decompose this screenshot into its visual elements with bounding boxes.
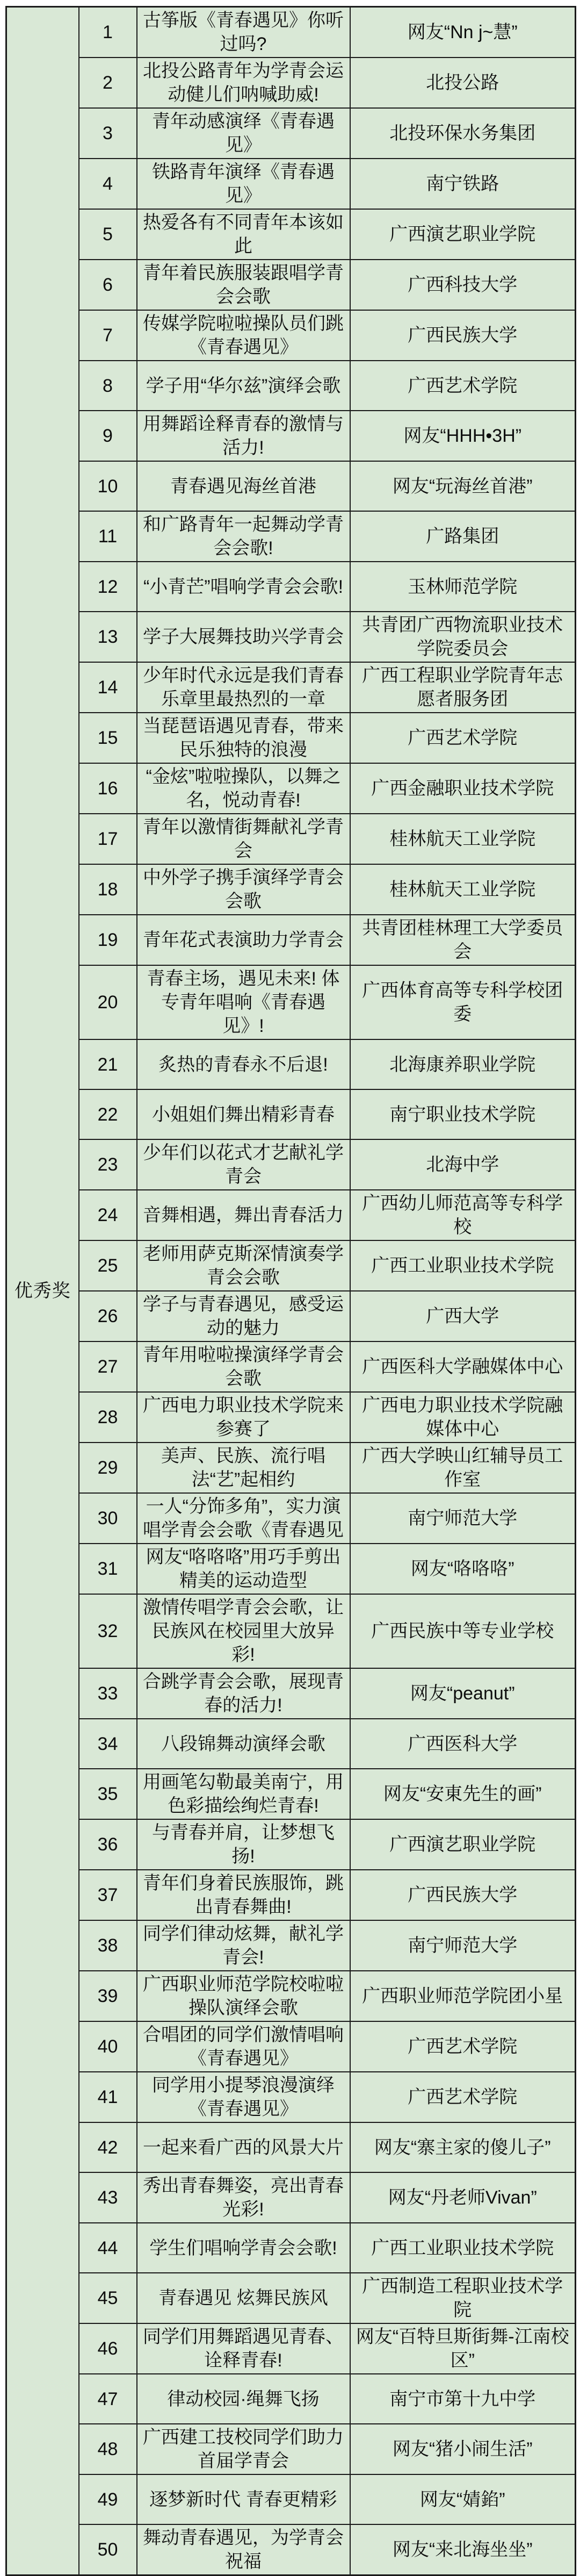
table-row <box>6 1971 576 2021</box>
table-row <box>6 763 576 814</box>
attribution-cell: 广西医科大学融媒体中心 <box>350 1341 576 1392</box>
description-cell: 炙热的青春永不后退! <box>137 1039 350 1089</box>
table-row <box>6 713 576 763</box>
row-number-cell: 24 <box>79 1190 137 1240</box>
attribution-cell: 北投环保水务集团 <box>350 108 576 159</box>
description-cell: 学子用“华尔兹”演绎会歌 <box>137 361 350 411</box>
description-cell: 学子大展舞技助兴学青会 <box>137 612 350 662</box>
attribution-cell: 北投公路 <box>350 58 576 108</box>
description-cell: “小青芒”唱响学青会会歌! <box>137 562 350 612</box>
table-row <box>6 1089 576 1139</box>
row-number-cell: 30 <box>79 1493 137 1544</box>
table-row <box>6 1139 576 1190</box>
table-row <box>6 1039 576 1089</box>
attribution-cell: 广西大学映山红辅导员工作室 <box>350 1443 576 1493</box>
table-row <box>6 2323 576 2374</box>
attribution-cell: 网友“HHH•3H” <box>350 411 576 461</box>
description-cell: 学生们唱响学青会会歌! <box>137 2223 350 2273</box>
description-cell: 小姐姐们舞出精彩青春 <box>137 1089 350 1139</box>
row-number-cell: 3 <box>79 108 137 159</box>
row-number-cell: 21 <box>79 1039 137 1089</box>
attribution-cell: 南宁铁路 <box>350 159 576 209</box>
description-cell: 青年以激情街舞献礼学青会 <box>137 814 350 864</box>
attribution-cell: 广西工程职业学院青年志愿者服务团 <box>350 662 576 713</box>
table-row <box>6 2424 576 2474</box>
attribution-cell: 广西民族中等专业学校 <box>350 1594 576 1668</box>
row-number-cell: 19 <box>79 915 137 965</box>
row-number-cell: 25 <box>79 1240 137 1291</box>
award-table <box>5 6 576 2576</box>
attribution-cell: 广西民族大学 <box>350 310 576 361</box>
description-cell: 古筝版《青春遇见》你听过吗? <box>137 7 350 58</box>
table-row <box>6 1443 576 1493</box>
row-number-cell: 2 <box>79 58 137 108</box>
row-number-cell: 42 <box>79 2122 137 2172</box>
row-number-cell: 40 <box>79 2021 137 2072</box>
attribution-cell: 广西幼儿师范高等专科学校 <box>350 1190 576 1240</box>
attribution-cell: 广西工业职业技术学院 <box>350 1240 576 1291</box>
description-cell: 合唱团的同学们激情唱响《青春遇见》 <box>137 2021 350 2072</box>
table-row <box>6 1769 576 1819</box>
row-number-cell: 46 <box>79 2323 137 2374</box>
description-cell: 青春遇见海丝首港 <box>137 461 350 511</box>
table-row <box>6 662 576 713</box>
row-number-cell: 4 <box>79 159 137 209</box>
award-table-body <box>6 7 576 2575</box>
table-row <box>6 1870 576 1920</box>
description-cell: 北投公路青年为学青会运动健儿们呐喊助威! <box>137 58 350 108</box>
row-number-cell: 33 <box>79 1668 137 1719</box>
table-row <box>6 1920 576 1971</box>
attribution-cell: 南宁市第十九中学 <box>350 2374 576 2424</box>
attribution-cell: 南宁职业技术学院 <box>350 1089 576 1139</box>
attribution-cell: 广西电力职业技术学院融媒体中心 <box>350 1392 576 1443</box>
attribution-cell: 网友“来北海坐坐” <box>350 2524 576 2575</box>
description-cell: 八段锦舞动演绎会歌 <box>137 1719 350 1769</box>
table-row <box>6 2072 576 2122</box>
table-row <box>6 2122 576 2172</box>
attribution-cell: 玉林师范学院 <box>350 562 576 612</box>
table-row <box>6 612 576 662</box>
attribution-cell: 广西艺术学院 <box>350 2021 576 2072</box>
row-number-cell: 36 <box>79 1819 137 1870</box>
attribution-cell: 广西工业职业技术学院 <box>350 2223 576 2273</box>
table-row <box>6 511 576 562</box>
table-row <box>6 1668 576 1719</box>
row-number-cell: 13 <box>79 612 137 662</box>
row-number-cell: 39 <box>79 1971 137 2021</box>
description-cell: 与青春并肩，让梦想飞扬! <box>137 1819 350 1870</box>
table-row <box>6 209 576 260</box>
row-number-cell: 31 <box>79 1544 137 1594</box>
attribution-cell: 广路集团 <box>350 511 576 562</box>
description-cell: 传媒学院啦啦操队员们跳《青春遇见》 <box>137 310 350 361</box>
attribution-cell: 网友“peanut” <box>350 1668 576 1719</box>
row-number-cell: 28 <box>79 1392 137 1443</box>
attribution-cell: 桂林航天工业学院 <box>350 864 576 915</box>
table-row <box>6 461 576 511</box>
table-row <box>6 2374 576 2424</box>
attribution-cell: 广西民族大学 <box>350 1870 576 1920</box>
attribution-cell: 广西体育高等专科学校团委 <box>350 965 576 1039</box>
attribution-cell: 广西职业师范学院团小星 <box>350 1971 576 2021</box>
attribution-cell: 网友“咯咯咯” <box>350 1544 576 1594</box>
row-number-cell: 14 <box>79 662 137 713</box>
attribution-cell: 广西大学 <box>350 1291 576 1341</box>
row-number-cell: 1 <box>79 7 137 58</box>
attribution-cell: 南宁师范大学 <box>350 1493 576 1544</box>
attribution-cell: 共青团广西物流职业技术学院委员会 <box>350 612 576 662</box>
award-label: 优秀奖 <box>6 7 79 2575</box>
attribution-cell: 网友“安東先生的画” <box>350 1769 576 1819</box>
description-cell: 逐梦新时代 青春更精彩 <box>137 2474 350 2524</box>
description-cell: 一人“分饰多角”，实力演唱学青会会歌《青春遇见 <box>137 1493 350 1544</box>
description-cell: 广西职业师范学院校啦啦操队演绎会歌 <box>137 1971 350 2021</box>
row-number-cell: 47 <box>79 2374 137 2424</box>
row-number-cell: 41 <box>79 2072 137 2122</box>
description-cell: 用舞蹈诠释青春的激情与活力! <box>137 411 350 461</box>
row-number-cell: 10 <box>79 461 137 511</box>
attribution-cell: 广西金融职业技术学院 <box>350 763 576 814</box>
table-row <box>6 7 576 58</box>
table-row <box>6 915 576 965</box>
description-cell: 同学们律动炫舞，献礼学青会! <box>137 1920 350 1971</box>
table-row <box>6 1819 576 1870</box>
table-row <box>6 108 576 159</box>
description-cell: 老师用萨克斯深情演奏学青会会歌 <box>137 1240 350 1291</box>
description-cell: 激情传唱学青会会歌，让民族风在校园里大放异彩! <box>137 1594 350 1668</box>
row-number-cell: 15 <box>79 713 137 763</box>
attribution-cell: 广西艺术学院 <box>350 713 576 763</box>
description-cell: 青年动感演绎《青春遇见》 <box>137 108 350 159</box>
description-cell: 一起来看广西的风景大片 <box>137 2122 350 2172</box>
table-row <box>6 1544 576 1594</box>
table-row <box>6 310 576 361</box>
table-row <box>6 1719 576 1769</box>
row-number-cell: 49 <box>79 2474 137 2524</box>
table-row <box>6 2021 576 2072</box>
attribution-cell: 网友“猪小闹生活” <box>350 2424 576 2474</box>
attribution-cell: 广西制造工程职业技术学院 <box>350 2273 576 2323</box>
description-cell: “金炫”啦啦操队，以舞之名，悦动青春! <box>137 763 350 814</box>
table-row <box>6 1240 576 1291</box>
attribution-cell: 北海中学 <box>350 1139 576 1190</box>
table-row <box>6 1392 576 1443</box>
row-number-cell: 12 <box>79 562 137 612</box>
table-row <box>6 2474 576 2524</box>
row-number-cell: 23 <box>79 1139 137 1190</box>
row-number-cell: 8 <box>79 361 137 411</box>
attribution-cell: 网友“Nn j~慧” <box>350 7 576 58</box>
attribution-cell: 网友“寨主家的傻儿子” <box>350 2122 576 2172</box>
table-row <box>6 1291 576 1341</box>
attribution-cell: 广西演艺职业学院 <box>350 1819 576 1870</box>
row-number-cell: 17 <box>79 814 137 864</box>
row-number-cell: 9 <box>79 411 137 461</box>
table-row <box>6 965 576 1039</box>
table-row <box>6 2172 576 2223</box>
description-cell: 青春遇见 炫舞民族风 <box>137 2273 350 2323</box>
description-cell: 少年们以花式才艺献礼学青会 <box>137 1139 350 1190</box>
table-row <box>6 361 576 411</box>
row-number-cell: 11 <box>79 511 137 562</box>
table-row <box>6 1493 576 1544</box>
table-row <box>6 2223 576 2273</box>
table-row <box>6 411 576 461</box>
description-cell: 同学们用舞蹈遇见青春、诠释青春! <box>137 2323 350 2374</box>
row-number-cell: 37 <box>79 1870 137 1920</box>
table-row <box>6 1190 576 1240</box>
description-cell: 学子与青春遇见，感受运动的魅力 <box>137 1291 350 1341</box>
description-cell: 律动校园·绳舞飞扬 <box>137 2374 350 2424</box>
attribution-cell: 共青团桂林理工大学委员会 <box>350 915 576 965</box>
attribution-cell: 北海康养职业学院 <box>350 1039 576 1089</box>
attribution-cell: 南宁师范大学 <box>350 1920 576 1971</box>
table-row <box>6 58 576 108</box>
attribution-cell: 网友“丹老师Vivan” <box>350 2172 576 2223</box>
row-number-cell: 44 <box>79 2223 137 2273</box>
row-number-cell: 16 <box>79 763 137 814</box>
description-cell: 同学用小提琴浪漫演绎《青春遇见》 <box>137 2072 350 2122</box>
table-row <box>6 159 576 209</box>
row-number-cell: 27 <box>79 1341 137 1392</box>
row-number-cell: 5 <box>79 209 137 260</box>
description-cell: 热爱各有不同青年本该如此 <box>137 209 350 260</box>
row-number-cell: 34 <box>79 1719 137 1769</box>
description-cell: 美声、民族、流行唱法“艺”起相约 <box>137 1443 350 1493</box>
table-row <box>6 864 576 915</box>
attribution-cell: 桂林航天工业学院 <box>350 814 576 864</box>
description-cell: 网友“咯咯咯”用巧手剪出精美的运动造型 <box>137 1544 350 1594</box>
row-number-cell: 22 <box>79 1089 137 1139</box>
description-cell: 音舞相遇，舞出青春活力 <box>137 1190 350 1240</box>
row-number-cell: 7 <box>79 310 137 361</box>
attribution-cell: 网友“婧錎” <box>350 2474 576 2524</box>
row-number-cell: 20 <box>79 965 137 1039</box>
attribution-cell: 网友“玩海丝首港” <box>350 461 576 511</box>
description-cell: 少年时代永远是我们青春乐章里最热烈的一章 <box>137 662 350 713</box>
table-row <box>6 2524 576 2575</box>
description-cell: 广西建工技校同学们助力首届学青会 <box>137 2424 350 2474</box>
table-row <box>6 260 576 310</box>
row-number-cell: 43 <box>79 2172 137 2223</box>
row-number-cell: 32 <box>79 1594 137 1668</box>
row-number-cell: 18 <box>79 864 137 915</box>
description-cell: 青年们身着民族服饰，跳出青春舞曲! <box>137 1870 350 1920</box>
description-cell: 中外学子携手演绎学青会会歌 <box>137 864 350 915</box>
row-number-cell: 38 <box>79 1920 137 1971</box>
row-number-cell: 50 <box>79 2524 137 2575</box>
description-cell: 当琵琶语遇见青春，带来民乐独特的浪漫 <box>137 713 350 763</box>
description-cell: 舞动青春遇见，为学青会祝福 <box>137 2524 350 2575</box>
attribution-cell: 网友“百特旦斯街舞-江南校区” <box>350 2323 576 2374</box>
row-number-cell: 48 <box>79 2424 137 2474</box>
attribution-cell: 广西艺术学院 <box>350 2072 576 2122</box>
attribution-cell: 广西演艺职业学院 <box>350 209 576 260</box>
attribution-cell: 广西医科大学 <box>350 1719 576 1769</box>
description-cell: 青年着民族服装跟唱学青会会歌 <box>137 260 350 310</box>
description-cell: 和广路青年一起舞动学青会会歌! <box>137 511 350 562</box>
description-cell: 铁路青年演绎《青春遇见》 <box>137 159 350 209</box>
attribution-cell: 广西艺术学院 <box>350 361 576 411</box>
row-number-cell: 6 <box>79 260 137 310</box>
table-row <box>6 562 576 612</box>
row-number-cell: 35 <box>79 1769 137 1819</box>
table-row <box>6 814 576 864</box>
table-row <box>6 1341 576 1392</box>
description-cell: 秀出青春舞姿，亮出青春光彩! <box>137 2172 350 2223</box>
description-cell: 用画笔勾勒最美南宁，用色彩描绘绚烂青春! <box>137 1769 350 1819</box>
row-number-cell: 26 <box>79 1291 137 1341</box>
row-number-cell: 29 <box>79 1443 137 1493</box>
description-cell: 青年花式表演助力学青会 <box>137 915 350 965</box>
description-cell: 青春主场，遇见未来! 体专青年唱响《青春遇见》! <box>137 965 350 1039</box>
row-number-cell: 45 <box>79 2273 137 2323</box>
description-cell: 广西电力职业技术学院来参赛了 <box>137 1392 350 1443</box>
table-row <box>6 1594 576 1668</box>
description-cell: 青年用啦啦操演绎学青会会歌 <box>137 1341 350 1392</box>
table-row <box>6 2273 576 2323</box>
description-cell: 合跳学青会会歌，展现青春的活力! <box>137 1668 350 1719</box>
attribution-cell: 广西科技大学 <box>350 260 576 310</box>
